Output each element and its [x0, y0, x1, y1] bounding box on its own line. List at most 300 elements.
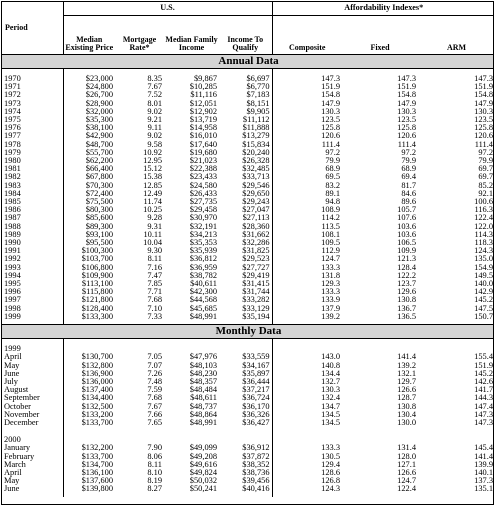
table-cell: 126.6	[397, 467, 416, 477]
table-cell: 79.9	[478, 156, 493, 166]
table-cell: 133.9	[321, 295, 340, 305]
table-cell: $33,713	[242, 172, 270, 182]
table-cell: 129.3	[321, 279, 340, 289]
table-cell: $26,328	[242, 156, 270, 166]
table-cell: $134,400	[81, 393, 113, 403]
table-cell: 114.2	[321, 213, 340, 223]
table-cell: $20,240	[242, 147, 270, 157]
table-cell: $31,744	[242, 287, 270, 297]
table-cell: $48,357	[189, 376, 217, 386]
table-cell: 8.27	[147, 484, 162, 494]
table-cell: $48,103	[189, 360, 217, 370]
table-cell: 129.6	[397, 287, 416, 297]
table-cell: $55,700	[85, 147, 113, 157]
table-cell: 10.92	[143, 147, 162, 157]
table-cell: $48,611	[190, 393, 217, 403]
table-cell: $38,352	[242, 459, 270, 469]
table-cell: 140.8	[321, 360, 340, 370]
table-cell: $48,230	[189, 368, 217, 378]
table-cell: 134.7	[321, 401, 340, 411]
table-cell: 69.5	[325, 172, 340, 182]
table-cell: 1997	[4, 295, 21, 305]
table-cell: $115,800	[81, 287, 113, 297]
table-cell: 9.31	[147, 221, 162, 231]
table-cell: 10.11	[143, 229, 162, 239]
table-cell: 9.58	[147, 139, 162, 149]
monthly-2000-mortgage-rate	[115, 430, 164, 496]
table-cell: $36,427	[242, 417, 270, 427]
table-cell: $48,700	[85, 139, 113, 149]
table-cell: $95,500	[85, 238, 113, 248]
table-cell: $9,867	[193, 74, 217, 83]
table-cell: $28,900	[85, 98, 113, 108]
table-cell: 8.11	[147, 459, 162, 469]
table-cell: 7.68	[147, 295, 162, 305]
table-cell: 125.8	[397, 123, 416, 133]
table-cell: $36,170	[242, 401, 270, 411]
table-cell: 9.30	[147, 246, 162, 256]
table-cell: 134.5	[321, 409, 340, 419]
table-cell: 124.7	[321, 254, 340, 264]
table-cell: 124.3	[474, 246, 493, 256]
table-cell: 1985	[4, 197, 21, 207]
table-cell: $137,400	[81, 385, 113, 395]
table-cell: $35,300	[85, 115, 113, 125]
table-cell: 128.6	[321, 467, 340, 477]
table-cell: $38,782	[189, 270, 217, 280]
table-cell: $133,700	[81, 417, 113, 427]
table-cell: 1988	[4, 221, 21, 231]
table-cell: 7.85	[147, 279, 162, 289]
table-cell: $132,500	[81, 401, 113, 411]
table-cell: 139.2	[397, 360, 416, 370]
table-cell: 1994	[4, 270, 21, 280]
table-cell: $128,400	[81, 303, 113, 313]
table-cell: 147.9	[397, 98, 416, 108]
monthly-2000-fixed	[342, 430, 418, 496]
table-cell: 147.3	[321, 74, 340, 83]
table-cell: 9.21	[147, 115, 162, 125]
table-cell: 126.8	[321, 476, 340, 486]
table-cell: 131.8	[321, 270, 340, 280]
table-cell: 69.7	[478, 164, 493, 174]
table-cell: 10.04	[143, 238, 162, 248]
table-cell: 151.9	[474, 82, 493, 92]
table-cell: 8.01	[147, 98, 162, 108]
table-cell: 1981	[4, 164, 21, 174]
table-cell: $100,300	[81, 246, 113, 256]
table-cell: $49,824	[189, 467, 217, 477]
table-cell: 1979	[4, 147, 21, 157]
table-cell: 106.5	[397, 238, 416, 248]
table-cell: 130.3	[321, 106, 340, 116]
table-cell: $8,151	[246, 98, 270, 108]
table-cell: $40,416	[242, 484, 270, 494]
table-cell: $29,523	[242, 254, 270, 264]
table-cell: 7.59	[147, 385, 162, 395]
table-cell: 123.7	[397, 279, 416, 289]
table-cell: $31,662	[242, 229, 270, 239]
table-cell: 7.48	[147, 376, 162, 386]
table-cell: 111.4	[474, 139, 493, 149]
table-cell: 69.7	[478, 172, 493, 182]
table-cell: 139.2	[321, 311, 340, 321]
table-cell: 8.19	[147, 476, 162, 486]
table-cell: 147.3	[474, 409, 493, 419]
table-cell: 130.5	[321, 451, 340, 461]
annual-section-title: Annual Data	[2, 55, 494, 69]
monthly-1999-income-to-qualify	[219, 339, 272, 431]
table-cell: 85.2	[478, 180, 493, 190]
monthly-1999-median-income	[164, 339, 219, 431]
table-cell: 1992	[4, 254, 21, 264]
monthly-section-title: Monthly Data	[2, 325, 494, 339]
table-cell: May	[4, 360, 20, 370]
table-cell: 1989	[4, 229, 21, 239]
table-cell: 84.6	[401, 188, 416, 198]
annual-income-to-qualify	[219, 69, 272, 325]
table-cell: $34,213	[189, 229, 217, 239]
table-cell: 134.5	[321, 417, 340, 427]
table-cell: 112.9	[321, 246, 340, 256]
table-cell: $13,279	[242, 131, 270, 141]
table-cell: 132.1	[397, 368, 416, 378]
table-cell: $36,444	[242, 376, 270, 386]
monthly-2000-median-income	[164, 430, 219, 496]
table-cell: $32,485	[242, 164, 270, 174]
table-cell: $24,800	[85, 82, 113, 92]
table-cell: March	[4, 459, 26, 469]
table-cell: February	[4, 451, 35, 461]
table-cell: $48,737	[189, 401, 217, 411]
table-cell: 108.9	[321, 205, 340, 215]
table-cell: 137.3	[474, 476, 493, 486]
table-cell: $22,388	[189, 164, 217, 174]
table-cell: 7.68	[147, 393, 162, 403]
table-cell: 128.0	[397, 451, 416, 461]
table-cell: 1975	[4, 115, 21, 125]
table-cell: $70,300	[85, 180, 113, 190]
table-cell: 103.6	[397, 221, 416, 231]
table-cell: $33,129	[242, 303, 270, 313]
table-cell: $38,736	[242, 467, 270, 477]
monthly-1999-median-price	[63, 339, 115, 431]
table-cell: $72,400	[85, 188, 113, 198]
table-cell: $29,546	[242, 180, 270, 190]
table-cell: $35,194	[242, 311, 270, 321]
table-cell: $26,433	[189, 188, 217, 198]
table-cell: 154.8	[474, 90, 493, 100]
table-cell: 7.66	[147, 409, 162, 419]
table-cell: $113,100	[81, 279, 113, 289]
table-cell: 130.3	[321, 385, 340, 395]
table-cell: 135.0	[474, 254, 493, 264]
table-cell: 135.1	[474, 484, 493, 494]
table-cell: 125.8	[474, 123, 493, 133]
table-cell: 130.4	[397, 409, 416, 419]
table-cell: $6,770	[246, 82, 270, 92]
table-cell: $133,700	[81, 451, 113, 461]
table-cell: $48,991	[189, 417, 217, 427]
table-cell: 1971	[4, 82, 21, 92]
table-cell: $133,300	[81, 311, 113, 321]
table-cell: 147.4	[474, 401, 493, 411]
table-cell: $32,191	[189, 221, 217, 231]
table-cell: 1998	[4, 303, 21, 313]
table-cell: 1999	[4, 311, 21, 321]
period-header: Period	[5, 22, 28, 32]
monthly-1999-periods	[2, 339, 63, 431]
table-cell: 12.49	[143, 188, 162, 198]
monthly-2000-income-to-qualify	[219, 430, 272, 496]
monthly-1999-arm	[418, 339, 494, 431]
table-cell: 120.6	[474, 131, 493, 141]
table-cell: 1983	[4, 180, 21, 190]
table-cell: $85,600	[85, 213, 113, 223]
monthly-2000-periods	[2, 430, 63, 496]
table-cell: 1973	[4, 98, 21, 108]
table-cell: $139,800	[81, 484, 113, 494]
table-cell: $137,600	[81, 476, 113, 486]
annual-fixed	[342, 69, 418, 325]
table-cell: $21,023	[189, 156, 217, 166]
table-cell: 9.28	[147, 213, 162, 223]
table-cell: 7.67	[147, 401, 162, 411]
table-cell: 143.0	[321, 352, 340, 362]
table-cell: 97.2	[325, 147, 340, 157]
table-cell: 11.74	[143, 197, 162, 207]
table-cell: 123.5	[397, 115, 416, 125]
table-cell: $29,243	[242, 197, 270, 207]
table-cell: $47,976	[189, 352, 217, 362]
table-cell: $75,500	[85, 197, 113, 207]
table-cell: 81.7	[401, 180, 416, 190]
table-cell: 132.7	[321, 376, 340, 386]
table-cell: $36,812	[189, 254, 217, 264]
table-cell: 141.7	[474, 385, 493, 395]
table-cell: $23,000	[85, 74, 113, 83]
table-cell: November	[4, 409, 40, 419]
table-cell: 123.5	[474, 115, 493, 125]
table-cell: $29,458	[189, 205, 217, 215]
table-cell: 83.2	[325, 180, 340, 190]
table-cell: 151.9	[397, 82, 416, 92]
table-cell: 94.8	[325, 197, 340, 207]
table-cell: $37,217	[242, 385, 270, 395]
table-cell: September	[4, 393, 40, 403]
table-cell: 79.9	[401, 156, 416, 166]
table-cell: 7.16	[147, 262, 162, 272]
table-cell: 132.4	[321, 393, 340, 403]
table-cell: $13,719	[189, 115, 217, 125]
table-cell: 122.2	[397, 270, 416, 280]
block-year-label: 2000	[4, 435, 21, 445]
table-cell: January	[4, 443, 31, 453]
table-cell: 7.10	[147, 303, 162, 313]
table-cell: 7.26	[147, 368, 162, 378]
table-cell: $11,112	[242, 115, 270, 125]
table-cell: 12.85	[143, 180, 162, 190]
table-cell: $89,300	[85, 221, 113, 231]
table-cell: 7.90	[147, 443, 162, 453]
annual-mortgage-rate	[115, 69, 164, 325]
table-cell: 150.7	[474, 311, 493, 321]
table-cell: $80,300	[85, 205, 113, 215]
table-cell: $37,872	[242, 451, 270, 461]
table-cell: 111.4	[397, 139, 416, 149]
table-cell: 111.4	[321, 139, 340, 149]
table-cell: 7.33	[147, 311, 162, 321]
table-cell: 128.4	[397, 262, 416, 272]
table-cell: 116.3	[474, 205, 493, 215]
table-cell: 15.38	[143, 172, 162, 182]
monthly-block-1999	[2, 339, 494, 431]
table-cell: 133.3	[321, 287, 340, 297]
table-cell: $50,241	[189, 484, 217, 494]
table-cell: 1982	[4, 172, 21, 182]
table-cell: $32,286	[242, 238, 270, 248]
table-cell: $49,208	[189, 451, 217, 461]
annual-composite	[272, 69, 342, 325]
table-cell: 130.3	[397, 106, 416, 116]
annual-median-income	[164, 69, 219, 325]
table-cell: 127.1	[397, 459, 416, 469]
table-cell: $15,834	[242, 139, 270, 149]
arm-header: ARM	[418, 16, 494, 55]
table-cell: 10.25	[143, 205, 162, 215]
table-cell: 7.05	[147, 352, 162, 362]
table-cell: $6,697	[246, 74, 270, 83]
table-cell: $34,167	[242, 360, 270, 370]
table-cell: 1977	[4, 131, 21, 141]
table-cell: 133.3	[321, 443, 340, 453]
table-cell: 140.1	[474, 467, 493, 477]
income-to-qualify-header: Income To Qualify	[219, 16, 272, 55]
monthly-1999-fixed	[342, 339, 418, 431]
table-cell: $12,902	[189, 106, 217, 116]
monthly-2000-arm	[418, 430, 494, 496]
table-cell: 147.3	[474, 417, 493, 427]
table-cell: $136,900	[81, 368, 113, 378]
table-cell: 147.5	[474, 303, 493, 313]
table-cell: 7.71	[147, 287, 162, 297]
table-cell: April	[4, 467, 22, 477]
table-cell: 118.3	[474, 238, 493, 248]
table-cell: 122.4	[474, 213, 493, 223]
table-cell: 69.4	[401, 172, 416, 182]
table-cell: 1984	[4, 188, 21, 198]
table-cell: 97.2	[478, 147, 493, 157]
table-cell: August	[4, 385, 29, 395]
table-cell: 131.4	[397, 443, 416, 453]
composite-header: Composite	[272, 16, 342, 55]
table-cell: $132,800	[81, 360, 113, 370]
table-cell: $9,905	[246, 106, 270, 116]
table-cell: 129.4	[321, 459, 340, 469]
table-cell: 15.12	[143, 164, 162, 174]
table-cell: 125.8	[321, 123, 340, 133]
table-cell: June	[4, 484, 20, 494]
affordability-group-header: Affordability Indexes*	[272, 2, 494, 16]
table-cell: 68.9	[401, 164, 416, 174]
table-cell: 97.2	[401, 147, 416, 157]
table-cell: $11,116	[190, 90, 217, 100]
table-cell: 136.5	[397, 311, 416, 321]
table-cell: 154.8	[397, 90, 416, 100]
table-cell: $133,200	[81, 409, 113, 419]
table-cell: $36,326	[242, 409, 270, 419]
table-cell: $30,970	[189, 213, 217, 223]
table-cell: 1990	[4, 238, 21, 248]
table-cell: $32,000	[85, 106, 113, 116]
table-cell: 124.7	[397, 476, 416, 486]
table-cell: 151.9	[474, 360, 493, 370]
table-cell: 7.65	[147, 417, 162, 427]
table-cell: 1991	[4, 246, 21, 256]
table-cell: 9.02	[147, 106, 162, 116]
table-cell: 1980	[4, 156, 21, 166]
table-cell: 114.3	[474, 229, 493, 239]
table-cell: $132,200	[81, 443, 113, 453]
table-cell: 141.4	[397, 352, 416, 362]
table-cell: 108.1	[321, 229, 340, 239]
table-cell: 129.7	[397, 376, 416, 386]
table-cell: 120.6	[397, 131, 416, 141]
annual-periods	[2, 69, 63, 325]
median-price-header: Median Existing Price	[63, 16, 115, 55]
table-cell: 142.6	[474, 376, 493, 386]
table-cell: 130.8	[397, 295, 416, 305]
table-cell: 68.9	[325, 164, 340, 174]
table-cell: 154.9	[474, 262, 493, 272]
table-cell: $130,700	[81, 352, 113, 362]
table-cell: $93,100	[85, 229, 113, 239]
table-cell: 122.0	[474, 221, 493, 231]
table-cell: 141.4	[474, 451, 493, 461]
table-cell: $42,900	[85, 131, 113, 141]
table-cell: 130.8	[397, 401, 416, 411]
table-cell: 7.67	[147, 82, 162, 92]
table-cell: 140.0	[474, 279, 493, 289]
monthly-2000-composite	[272, 430, 342, 496]
table-cell: $36,912	[242, 443, 270, 453]
table-cell: $109,900	[81, 270, 113, 280]
table-cell: 7.52	[147, 90, 162, 100]
table-cell: $12,051	[189, 98, 217, 108]
table-cell: 79.9	[325, 156, 340, 166]
table-cell: $103,700	[81, 254, 113, 264]
data-table-frame	[1, 1, 494, 505]
table-cell: 145.4	[474, 443, 493, 453]
table-cell: $27,727	[242, 262, 270, 272]
table-cell: 120.6	[321, 131, 340, 141]
table-cell: $136,100	[81, 467, 113, 477]
table-cell: $134,700	[81, 459, 113, 469]
table-cell: 142.9	[474, 287, 493, 297]
table-cell: 149.5	[474, 270, 493, 280]
table-cell: 1970	[4, 74, 21, 83]
table-cell: 7.07	[147, 360, 162, 370]
table-cell: $29,419	[242, 270, 270, 280]
table-cell: 123.5	[321, 115, 340, 125]
table-cell: $27,047	[242, 205, 270, 215]
table-cell: July	[4, 376, 18, 386]
table-cell: 113.5	[321, 221, 340, 231]
table-cell: 145.2	[474, 295, 493, 305]
table-cell: 1972	[4, 90, 21, 100]
table-cell: 109.9	[397, 246, 416, 256]
table-cell: $39,456	[242, 476, 270, 486]
